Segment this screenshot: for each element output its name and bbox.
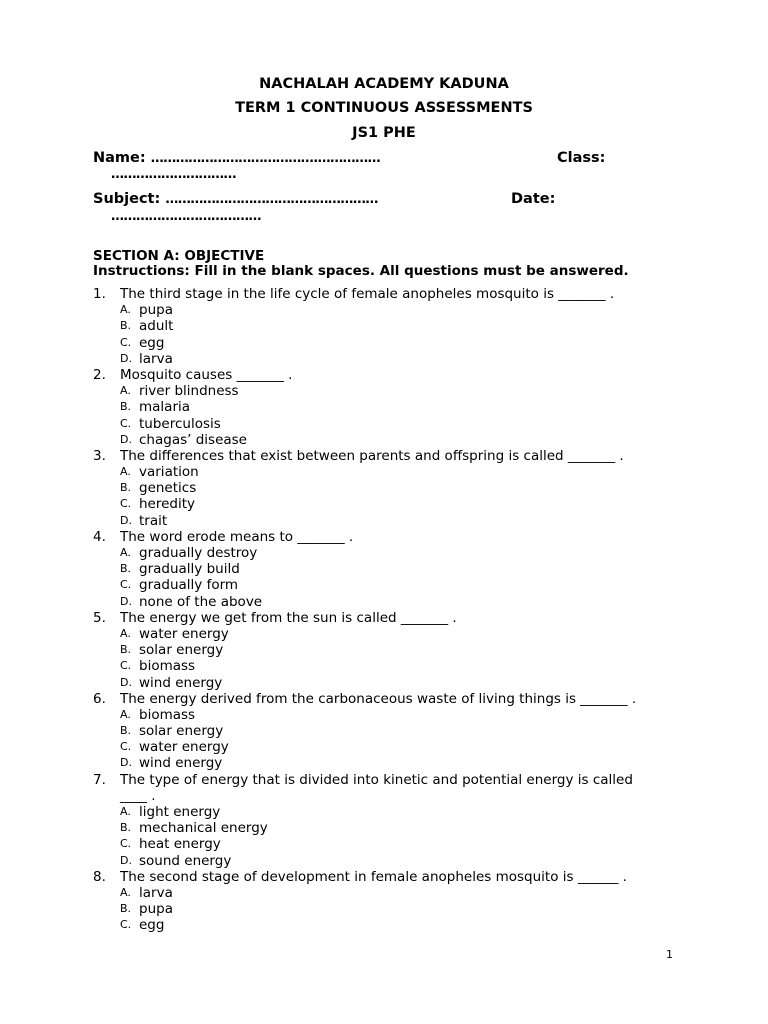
option-letter: B. [120,562,132,576]
assessment-title: TERM 1 CONTINUOUS ASSESSMENTS [235,100,533,116]
option-letter: B. [120,481,132,495]
question-4 [0,529,768,610]
option-text: water energy [139,739,229,756]
option-b [0,480,768,496]
option-letter: C. [120,416,132,430]
option-text: wind energy [139,755,223,772]
option-b [0,820,768,836]
option-a [0,804,768,820]
name-dots: ………………………………….…………… [150,151,381,166]
subject-dots: …………………………………………… [165,192,378,207]
option-letter: A. [120,465,131,479]
option-c [0,496,768,512]
question-text-continued: ____ . [120,787,156,804]
subject-label: Subject: [93,191,161,207]
option-letter: C. [120,659,132,673]
option-a [0,885,768,901]
option-letter: C. [120,837,132,851]
option-a [0,626,768,642]
option-c [0,658,768,674]
option-text: sound energy [139,852,232,869]
option-b [0,723,768,739]
option-text: biomass [139,706,196,723]
option-text: malaria [139,399,191,416]
date-label: Date: [511,191,556,207]
question-text: The differences that exist between parents and offspring is called _______ . [120,447,624,464]
option-c [0,335,768,351]
option-text: egg [139,917,165,934]
question-number: 5. [93,609,106,626]
question-text: The energy we get from the sun is called _______ . [120,609,457,626]
option-b [0,561,768,577]
option-text: variation [139,464,199,481]
class-subject-title: JS1 PHE [352,125,416,141]
option-text: gradually form [139,577,239,594]
option-text: egg [139,334,165,351]
option-letter: A. [120,546,131,559]
subject-field [93,191,378,207]
option-text: larva [139,884,173,901]
question-number: 8. [93,868,106,885]
name-label: Name: [93,150,146,166]
option-d [0,755,768,771]
option-a [0,545,768,561]
option-letter: D. [120,853,132,867]
option-text: gradually build [139,561,240,578]
question-text: The third stage in the life cycle of female anopheles mosquito is _______ . [120,286,615,302]
option-text: adult [139,318,174,335]
option-letter: C. [120,918,132,932]
option-letter: C. [120,578,132,592]
question-7 [0,772,768,869]
option-d [0,675,768,691]
option-a [0,383,768,399]
section-title: SECTION A: OBJECTIVE [93,248,265,264]
option-d [0,594,768,610]
option-text: water energy [139,625,229,642]
option-text: chagas’ disease [139,431,247,448]
question-number: 2. [93,366,106,383]
option-text: pupa [139,302,173,319]
class-label: Class: [557,150,606,166]
option-letter: B. [120,821,132,835]
option-text: genetics [139,480,197,497]
option-text: heat energy [139,836,221,853]
question-5 [0,610,768,691]
option-letter: B. [120,902,132,916]
option-letter: D. [120,513,132,527]
option-d [0,853,768,869]
date-dots: ……………………………… [111,209,261,224]
option-d [0,513,768,529]
question-2 [0,367,768,448]
question-list [0,286,768,934]
option-letter: B. [120,319,132,333]
option-text: solar energy [139,723,224,740]
option-text: gradually destroy [139,545,258,561]
option-letter: B. [120,643,132,657]
option-text: pupa [139,901,173,918]
option-b [0,901,768,917]
option-letter: A. [120,303,131,317]
option-a [0,707,768,723]
question-text: The energy derived from the carbonaceous waste of living things is _______ . [120,690,637,707]
instructions: Instructions: Fill in the blank spaces. All questions must be answered. [93,263,629,279]
option-b [0,642,768,658]
option-letter: A. [120,384,131,398]
option-letter: D. [120,594,132,608]
option-c [0,577,768,593]
option-letter: A. [120,707,131,721]
option-letter: B. [120,400,132,414]
option-text: tuberculosis [139,415,221,432]
question-number: 4. [93,528,106,545]
option-letter: D. [120,432,132,446]
option-text: heredity [139,496,196,513]
option-text: larva [139,350,173,367]
option-text: solar energy [139,642,224,659]
question-text: The word erode means to _______ . [120,528,354,545]
option-text: biomass [139,658,196,675]
option-letter: C. [120,497,132,511]
option-text: river blindness [139,383,239,400]
question-text: Mosquito causes _______ . [120,366,293,383]
question-8 [0,869,768,934]
question-number: 1. [93,286,106,302]
question-text: The second stage of development in female anopheles mosquito is ______ . [120,868,627,885]
option-letter: A. [120,626,131,640]
class-dots: ………………………… [111,167,236,182]
option-c [0,416,768,432]
option-a [0,464,768,480]
option-text: mechanical energy [139,820,268,837]
option-text: none of the above [139,593,263,610]
option-letter: C. [120,740,132,754]
question-number: 3. [93,447,106,464]
option-b [0,399,768,415]
question-number: 6. [93,690,106,707]
option-c [0,917,768,933]
option-text: wind energy [139,674,223,691]
option-c [0,739,768,755]
option-letter: A. [120,885,131,899]
option-letter: B. [120,724,132,738]
option-letter: D. [120,675,132,689]
option-text: light energy [139,804,221,820]
question-1 [0,286,768,367]
option-d [0,432,768,448]
school-name: NACHALAH ACADEMY KADUNA [259,76,509,92]
option-c [0,836,768,852]
option-letter: D. [120,756,132,770]
option-text: trait [139,512,168,529]
name-field [93,150,380,166]
question-text: The type of energy that is divided into kinetic and potential energy is called [120,771,633,788]
question-number: 7. [93,771,106,788]
page-number: 1 [666,948,673,961]
option-a [0,302,768,318]
option-d [0,351,768,367]
option-b [0,318,768,334]
question-3 [0,448,768,529]
option-letter: D. [120,351,132,365]
option-letter: A. [120,805,131,818]
option-letter: C. [120,335,132,349]
question-6 [0,691,768,772]
